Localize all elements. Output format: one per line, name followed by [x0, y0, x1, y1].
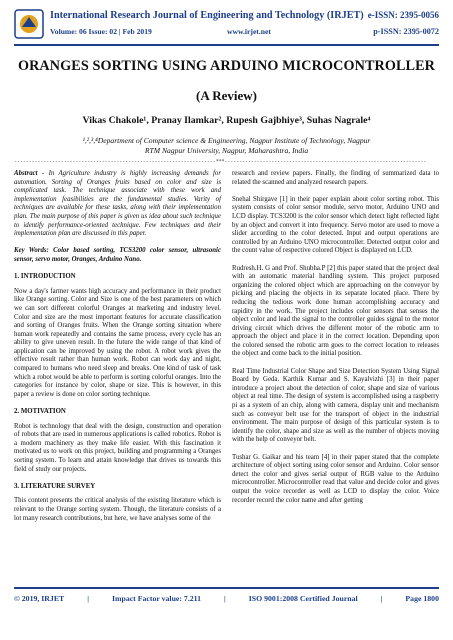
body-paragraph: Real Time Industrial Color Shape and Size Detection System Using Signal Board by Geda. Karthik Kumar and S. Kayalvizhi [3] in their paper introduce a project about the detection of color, shape and size of various object at real time. The design of system is accomplished using a raspberry pi as a system of an chip, along with camera, display unit and mechanism such as conveyor belt use for the transport of object in the industrial environment. The main purpose of design of this particular system is to identify the color, shape and size as well as the number of objects moving with the help of conveyor belt.: [232, 367, 439, 444]
header-divider: [14, 44, 439, 46]
affiliation-line-2: RTM Nagpur University, Nagpur, Maharashtra, India: [144, 146, 309, 155]
affiliation: [40, 136, 413, 156]
right-column: [232, 170, 439, 514]
paper-subtitle: (A Review): [195, 88, 257, 103]
body-paragraph: Rudresh.H. G and Prof. Shubha.P [2] this paper stated that the project deal with an automatic material handling system. This project purposed organizing the colored object which are approaching on the conveyor by picking and placing the objects in its separate located place. There by reducing the tedious work done human accomplishing accuracy and rapidity in the work. The project includes color sensors that senses the object color and lead the signal to the controller guides signal to the motor driving circuit which drives the different motor of the robotic arm to approach the object and place it in the correct location. Depending upon the colored sensed the robotic arm goes to the correct location to releases the object and come back to the initial position.: [232, 264, 439, 358]
left-column: [14, 170, 221, 532]
footer-separator: |: [380, 594, 383, 603]
section-divider: ---------------------------------------------------------------------***---------------------------------------------------------------------: [14, 159, 427, 165]
page-footer: [14, 594, 439, 603]
section-heading-motivation: 2. MOTIVATION: [14, 408, 66, 416]
volume-issue: Volume: 06 Issue: 02 | Feb 2019: [50, 27, 152, 36]
irjet-logo: [14, 9, 44, 39]
footer-separator: |: [87, 594, 89, 603]
journal-header: [14, 8, 439, 42]
paper-title: ORANGES SORTING USING ARDUINO MICROCONTROLLER: [17, 58, 436, 74]
section-heading-introduction: 1. INTRODUCTION: [14, 273, 76, 281]
author-list: Vikas Chakole¹, Pranay Ilamkar², Rupesh Gajbhiye³, Suhas Nagrale⁴: [82, 115, 371, 126]
iso-certification: ISO 9001:2008 Certified Journal: [248, 594, 358, 603]
section-heading-literature-survey: 3. LITERATURE SURVEY: [14, 482, 96, 490]
body-paragraph: Snehal Shirgave [1] in their paper explain about color sorting robot. This system consists of color sensor module, servo motor, Arduino UNO and LCD display. TCS3200 is the color sensor which detect light reflected light by an object and convert it into frequency. Servo motor are used to move a slider according to the color detected. Input and output operations are controlled by an Arduino UNO microcontroller. Detected output color and the count value of respective colored Object is displayed on LCD.: [232, 195, 439, 255]
page-number: Page 1800: [405, 594, 439, 603]
keywords-text: Color based sorting, TCS3200 color sensor, ultrasonic sensor, servo motor, Oranges, Arduino Nano.: [14, 247, 221, 263]
abstract-text: - In Agriculture industry is highly increasing demands for automation. Sorting of Oranges fruits based on color and size is complicated task. The technique associate with these work and implementation feasibilities are the fundamental studies. Varity of techniques are available for these tasks, along with their implementation plan. The main purpose of this paper is given us idea about such technique to identify performance-oriented technique. Few techniques and their implementation plan are discussed in this paper.: [14, 170, 221, 238]
p-issn: p-ISSN: 2395-0072: [373, 27, 439, 36]
journal-website-link[interactable]: www.irjet.net: [227, 27, 271, 36]
footer-divider: [14, 587, 439, 589]
body-paragraph: Tushar G. Gaikar and his team [4] in their paper stated that the complete architecture of object sorting using color sensor and Arduino. Color sensor detect the color and gives serial output of RGB value to the Arduino microcontroller. Microcontroller read that value and decide color and gives output the voice recorder as well as LCD to display the color. Voice recorder record the color name and after getting: [232, 453, 439, 504]
abstract: [14, 170, 221, 239]
keywords: [14, 247, 221, 264]
literature-survey-text: This content presents the critical analysis of the existing literature which is relevant to the Orange sorting system. Though, the literature consists of a lot many research contributions, but here, we have analyses some of the: [14, 497, 221, 522]
copyright: © 2019, IRJET: [14, 594, 65, 603]
journal-name: International Research Journal of Engineering and Technology (IRJET): [50, 10, 364, 21]
affiliation-line-1: ¹,²,³,⁴Department of Computer science & Engineering, Nagpur Institute of Technology, Nagpur: [82, 136, 371, 145]
abstract-label: Abstract: [14, 170, 38, 177]
impact-factor: Impact Factor value: 7.211: [111, 594, 202, 603]
keywords-label: Key Words:: [14, 247, 49, 255]
introduction-text: Now a day's farmer wants high accuracy and performance in their product like Orange sorting. Color and Size is one of the best parameters on which we can sort different colorful Oranges at marketing and industry level. Color and size are the most important features for accurate classification and sorting of Oranges fruits. When the Orange sorting situation where human work repeatedly and contains the same process, every cycle has an ability to give uneven result. In the future the wide range of that kind of application can be improved by using the robot. A robot work gives the effective result rather than human work. Robot can work day and night, compared to humans who need sleep and breaks. One kind of task of task which a robot would be able to perform is sorting colorful oranges. Into the categories for instance by color, shape or size. This is however, in this paper a review is done on color sorting technique.: [14, 287, 221, 398]
footer-separator: |: [224, 594, 226, 603]
motivation-text: Robot is technology that deal with the design, construction and operation of robots that are used in numerous applications is called robotics. Robot is a modern machinery as they make life easier. With this fascination it motivated us to work on this project, building and programming a Oranges sorting system. To learn and attain knowledge that drives us towards this field of study our projects.: [14, 422, 221, 473]
e-issn: e-ISSN: 2395-0056: [367, 10, 439, 20]
body-paragraph: research and review papers. Finally, the finding of summarized data to related the scanned and analyzed research papers.: [232, 170, 439, 186]
